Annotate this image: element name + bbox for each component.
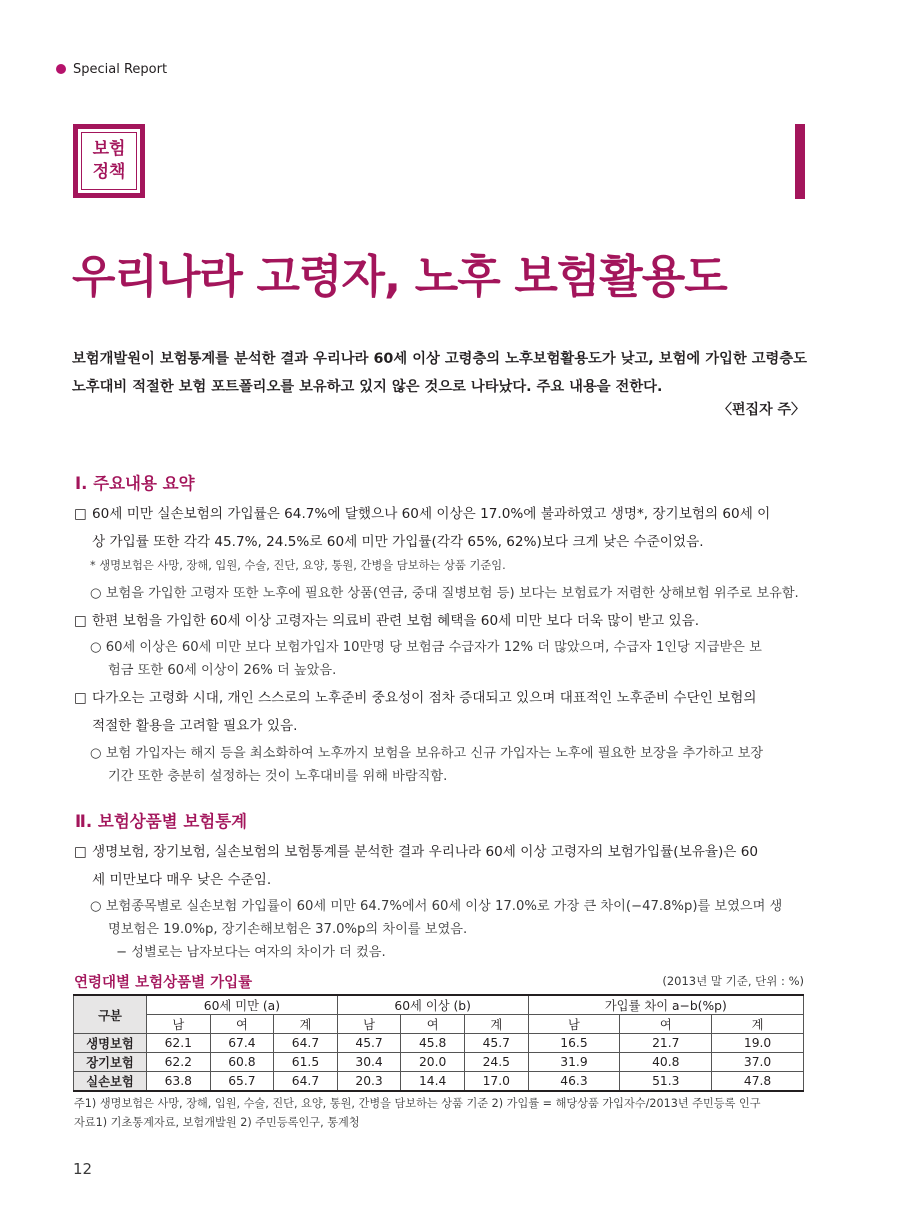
table-unit: (2013년 말 기준, 단위 : %)	[662, 974, 804, 988]
category-tag	[73, 124, 145, 198]
table-cell: 51.3	[620, 1072, 712, 1092]
tag-line-1: 보험	[92, 139, 126, 159]
table-cell: 40.8	[620, 1053, 712, 1072]
table-subheader: 계	[712, 1015, 804, 1034]
table-group-header: 가입률 차이 a−b(%p)	[528, 995, 803, 1015]
circle-bullet-icon: ○	[90, 586, 102, 601]
section-1-heading: Ⅰ. 주요내용 요약	[75, 474, 195, 493]
table-cell: 61.5	[274, 1053, 338, 1072]
circle-bullet-icon: ○	[90, 746, 102, 761]
table-cell: 20.0	[401, 1053, 465, 1072]
table-subheader: 남	[528, 1015, 620, 1034]
square-bullet-icon: □	[74, 613, 87, 629]
table-cell: 46.3	[528, 1072, 620, 1092]
table-cell: 64.7	[274, 1034, 338, 1053]
table-group-header: 60세 미만 (a)	[147, 995, 338, 1015]
table-cell: 14.4	[401, 1072, 465, 1092]
table-cell: 20.3	[337, 1072, 401, 1092]
row-label: 실손보험	[74, 1072, 147, 1092]
sub-text: 보험을 가입한 고령자 또한 노후에 필요한 상품(연금, 중대 질병보험 등) 보다는 보험료가 저렴한 상해보험 위주로 보유함.	[105, 586, 799, 601]
section-1-sub-1	[90, 582, 808, 605]
table-cell: 37.0	[712, 1053, 804, 1072]
lead-paragraph: 보험개발원이 보험통계를 분석한 결과 우리나라 60세 이상 고령층의 노후보험활용도가 낮고, 보험에 가입한 고령층도 노후대비 적절한 보험 포트폴리오를 보유하고 있지 않은 것으로 나타났다. 주요 내용을 전한다.	[72, 351, 807, 395]
square-bullet-icon: □	[74, 690, 87, 706]
table-cell: 63.8	[147, 1072, 211, 1092]
table-cell: 60.8	[210, 1053, 274, 1072]
table-header-category: 구분	[74, 995, 147, 1034]
table-cell: 21.7	[620, 1034, 712, 1053]
table-row	[74, 1053, 804, 1072]
footnote-star: * 생명보험은 사망, 장해, 입원, 수술, 진단, 요양, 통원, 간병을 담보하는 상품 기준임.	[90, 559, 506, 572]
item-text: 한편 보험을 가입한 60세 이상 고령자는 의료비 관련 보험 혜택을 60세 미만 보다 더욱 많이 받고 있음.	[92, 613, 700, 629]
table-subheader: 계	[464, 1015, 528, 1034]
table-subheader: 남	[337, 1015, 401, 1034]
sub-text: 보험종목별로 실손보험 가입률이 60세 미만 64.7%에서 60세 이상 17.0%로 가장 큰 차이(−47.8%p)를 보였으며 생	[105, 899, 783, 914]
section-1-item-3	[74, 684, 809, 740]
brand-text: Special Report	[73, 62, 168, 77]
sub-text: 60세 이상은 60세 미만 보다 보험가입자 10만명 당 보험금 수급자가 12% 더 많았으며, 수급자 1인당 지급받은 보	[105, 640, 762, 655]
table-footnote-2: 자료1) 기초통계자료, 보험개발원 2) 주민등록인구, 통계청	[74, 1116, 360, 1129]
enrollment-table	[73, 994, 804, 1092]
table-footnotes	[74, 1094, 809, 1132]
sub-dash-text: − 성별로는 남자보다는 여자의 차이가 더 컸음.	[116, 945, 386, 960]
table-subheader: 여	[620, 1015, 712, 1034]
square-bullet-icon: □	[74, 844, 87, 860]
table-cell: 45.7	[464, 1034, 528, 1053]
item-text-cont: 적절한 활용을 고려할 필요가 있음.	[92, 718, 298, 734]
table-row	[74, 1034, 804, 1053]
table-cell: 19.0	[712, 1034, 804, 1053]
item-text: 생명보험, 장기보험, 실손보험의 보험통계를 분석한 결과 우리나라 60세 이상 고령자의 보험가입률(보유율)은 60	[92, 844, 759, 860]
row-label: 생명보험	[74, 1034, 147, 1053]
section-2-sub-1	[90, 895, 808, 964]
table-cell: 47.8	[712, 1072, 804, 1092]
section-1-item-1	[74, 500, 809, 556]
sub-text: 보험 가입자는 해지 등을 최소화하여 노후까지 보험을 보유하고 신규 가입자는 노후에 필요한 보장을 추가하고 보장	[105, 746, 764, 761]
table-cell: 31.9	[528, 1053, 620, 1072]
table-subheader: 여	[210, 1015, 274, 1034]
table-cell: 65.7	[210, 1072, 274, 1092]
table-cell: 64.7	[274, 1072, 338, 1092]
brand-label	[56, 62, 167, 77]
sub-text-cont: 명보험은 19.0%p, 장기손해보험은 37.0%p의 차이를 보였음.	[108, 922, 468, 937]
table-cell: 24.5	[464, 1053, 528, 1072]
table-cell: 30.4	[337, 1053, 401, 1072]
accent-bar	[795, 124, 805, 199]
item-text-cont: 세 미만보다 매우 낮은 수준임.	[92, 872, 272, 888]
circle-bullet-icon: ○	[90, 899, 102, 914]
tag-line-2: 정책	[92, 162, 126, 182]
table-cell: 45.7	[337, 1034, 401, 1053]
square-bullet-icon: □	[74, 506, 87, 522]
section-1-sub-3	[90, 742, 808, 788]
sub-text-cont: 기간 또한 충분히 설정하는 것이 노후대비를 위해 바람직함.	[108, 769, 448, 784]
item-text-cont: 상 가입률 또한 각각 45.7%, 24.5%로 60세 미만 가입률(각각 65%, 62%)보다 크게 낮은 수준이었음.	[92, 534, 704, 550]
article-title: 우리나라 고령자, 노후 보험활용도	[72, 250, 727, 303]
table-subheader: 여	[401, 1015, 465, 1034]
table-cell: 62.2	[147, 1053, 211, 1072]
section-2-heading: Ⅱ. 보험상품별 보험통계	[75, 812, 248, 831]
table-title: 연령대별 보험상품별 가입률	[74, 975, 253, 991]
item-text: 60세 미만 실손보험의 가입률은 64.7%에 달했으나 60세 이상은 17.0%에 불과하였고 생명*, 장기보험의 60세 이	[92, 506, 771, 522]
circle-bullet-icon: ○	[90, 640, 102, 655]
editor-note: 〈편집자 주〉	[718, 402, 805, 418]
section-2-item-1	[74, 838, 809, 894]
item-text: 다가오는 고령화 시대, 개인 스스로의 노후준비 중요성이 점차 증대되고 있으며 대표적인 노후준비 수단인 보험의	[92, 690, 757, 706]
table-cell: 16.5	[528, 1034, 620, 1053]
table-subheader: 계	[274, 1015, 338, 1034]
table-cell: 45.8	[401, 1034, 465, 1053]
table-cell: 62.1	[147, 1034, 211, 1053]
row-label: 장기보험	[74, 1053, 147, 1072]
table-cell: 67.4	[210, 1034, 274, 1053]
page-number: 12	[73, 1160, 93, 1178]
section-1-item-2	[74, 607, 809, 635]
table-subheader: 남	[147, 1015, 211, 1034]
table-footnote-1: 주1) 생명보험은 사망, 장해, 입원, 수술, 진단, 요양, 통원, 간병을 담보하는 상품 기준 2) 가입률 = 해당상품 가입자수/2013년 주민등록 인구	[74, 1097, 761, 1110]
bullet-dot-icon	[56, 64, 66, 74]
sub-text-cont: 험금 또한 60세 이상이 26% 더 높았음.	[108, 663, 337, 678]
table-row	[74, 1072, 804, 1092]
section-1-sub-2	[90, 636, 808, 682]
table-group-header: 60세 이상 (b)	[337, 995, 528, 1015]
table-cell: 17.0	[464, 1072, 528, 1092]
